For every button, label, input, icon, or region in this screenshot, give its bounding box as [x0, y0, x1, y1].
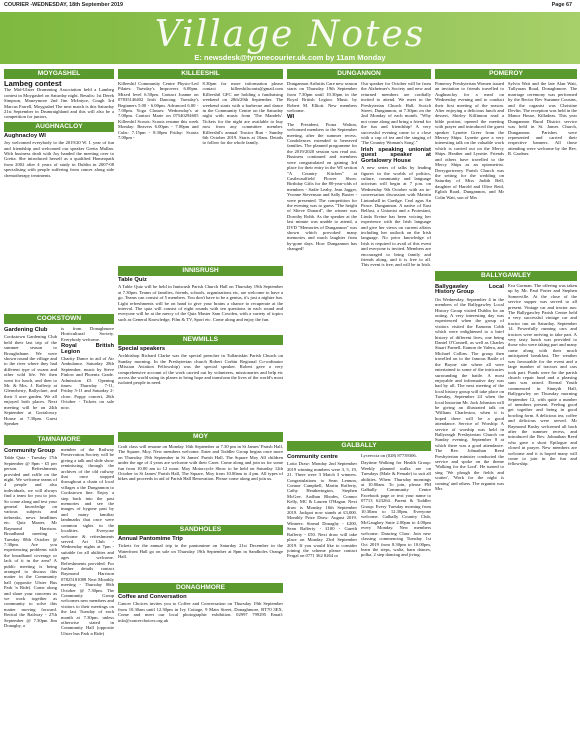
article-text: Sylvia Watt and the late Alan Watt, Tullyaran Road, Donaghmore. The marriage ceremony was performed by the Rector Rev Suzanne Cousins, and the organist was Christine Devlin. The reception was held in the Manor House, Killadeas. This year Dungannon Rural District service was held in St. James Church, Dungannon. Parishes were represented and carried their respective banners. All those attending were welcome by the Rev. R. Gardner. — [508, 81, 577, 157]
article-text: Lyceeccia on (028) 87739306. — [361, 453, 417, 458]
section-header-newmills: NEWMILLS — [118, 335, 283, 345]
article-text: Tickets for the annual trip to the pantomime on Saturday 21st December in the Waterfront Hall go on sale on Thursday 19th September at 8pm in Sandholes Orange Hall. — [118, 543, 283, 560]
column-tamnamore — [4, 434, 114, 734]
column-killeeshil — [118, 68, 283, 264]
subhead-coffee: Coffee and Conversation — [118, 594, 187, 600]
article-text: Charity Dance in aid of Air Ambulance. Saturday 28th September, music by Steve Finlow and Phoenix Grade. Admission £5. Opening times: Thursday 7-11, Friday 5-11 and Saturday 2-close. Poppy concert, 26th October - Tickets on sale now. — [61, 356, 114, 410]
column-sandholes — [118, 524, 283, 580]
article-text: Daytime Walking for Health Group: Weekly planned walks are on Tuesdays (Male & Female) to suit all abilities. When: Thursday mornings at 10.00am. To join, please PM Galbally Community Centre Facebook page or text your name to 07713 623264. Parent & Toddler Group: Every Tuesday morning from 10.30am to 12.30pm. Everyone welcome. Galbally Country Club, McGaughey Suite 2.00pm to 4.00pm every Monday. New members welcome. Dancing Class: Join new classing commencing Tuesday 1st Oct 2019 from 8.30pm to 10.00pm, learn the steps, waltz, barn dances, polka, 2 step dancing and jiving. — [361, 460, 431, 558]
column-newmills — [118, 334, 283, 429]
article-text: Lotto Draw: Monday 2nd September 2019 winning numbers were 3, 5, 19, 21. There were 3 Match 3 winners. Congratulations to Sean Lennon, Connor Campbell, Martin Rafferty, Cathy Heatherington, Stephen McGee, Aodhan Rhodes, Connor Kelly, MC & Lauren O'Hagan. Next draw is Monday 16th September 2019. Jackpot now stands at £3,000. Monthly Prize Draw: August 2019. Winners: Sinead Donaghy - £200, Sean Rafferty - £100 - Gareth Rafferty - £50. Next draw will take place on Monday 23rd September 2019. If you would like to consider joining the scheme please contact Fergal on 0771 362 8264 or — [287, 461, 357, 559]
section-header-pomeroy: POMEROY — [435, 69, 577, 79]
article-text: Archbishop Richard Clarke was the special preacher in Tullaniskin Parish Church on Sunday morning. In the Presbyterian church Robert Corbin Regional Co-ordinator (Mission Aviation Fellowship) was the special speaker. Robert gave a very comprehensive account of the work carried out by volunteers, missionaries and help etc across the world using its planes to bring hope and transform the lives of the world's most isolated people in need. — [118, 353, 283, 386]
section-header-cookstown: COOKSTOWN — [4, 314, 114, 324]
section-header-tamnamore: TAMNAMORE — [4, 435, 114, 445]
column-innisrush — [118, 265, 283, 331]
subhead-local-history: Ballygawley Local History Group — [435, 284, 504, 296]
banner-email: E: newsdesk@tyronecourier.uk.com by 11am Monday — [194, 53, 386, 62]
article-text: Pomeroy Presbyterian Women issued an invitation to friends travelled to Aughnacloy for a meal on Wednesday evening and to conduct their first meeting of the season. After enjoying a delicious lunch and dessert, Shirley Kilfinnon read a bible portion, opened the meeting with prayer and introduced the guest speaker Lynette Greer from the Mersey Ships. Lynette gave a very interesting talk on the valuable work which is carried out on the Mercy Ships. Heather and Lynette. Friends and others have travelled to the Mercy Ships as an optometrist. Derrygortreavy Parish Church was the setting for the wedding on Saturday of Miss Judith Bell, daughter of Harold and Olive Reid, Eglish Road, Dungannon, and Mr Colin Watt, son of Mrs — [435, 81, 504, 200]
article-text: Craft class will resume on Monday 16th September at 7.30 pm in St James' Parish Hall, The Square, Moy. New members welcome. Eater and Toddler Group begins once more on Thursday 19th September in St James' Parish Hall, The Square Moy All children under the age of 4 years are welcome with their Carer. Come along and join us for some fun from 10.00 am to 12 noon. Moy Motorcycle Show to be held on Saturday 12th October in St James' Parish Hall, The Square, Moy from 10.00am to 4 pm. All types of bikes and proceeds in aid of Parish Hall Renovation. Please come along and join us. — [118, 444, 283, 482]
article-text: Table Quiz - Tuesday 17th September @ 8pm - £5 per person. Refreshments provided and raffle on the night. We welcome teams of 4 people and also individuals, we will always find a team for you to join. So come along and test your general knowledge on various subjects and tiebreaks, news headlines etc. Quiz Master, Mr Raymond Harrison. Broadband meeting - Tuesday 08th October @ 7.30pm. Are you experiencing problems with the broadband coverage or lack of it in the area? A public meeting is being arranged to discuss this matter in the Community hall (opposite Ulster Bus Park 'n Ride). Come along and share your concerns as we work together as community to solve this matter moving forward. Recital the Railway - 27th September @ 7.30pm Jim Donaghy, a — [4, 455, 57, 628]
article-text: On Wednesday, September 4 in the members of the Ballygawley Local History Group visited Dublin for an outing. A very interesting day was experienced when the group of visitors visited the Eamonn Cobb which were enlightened to a brief history of different lives, one being Daniel O'Connell, as well as Charles Stuart Parnell, Eamon de Valera, and Michael Collins. The group then travelled on to the famous Battle of the Boyne site where all were entertained to some of the intricacies surrounding the battle. A most enjoyable and informative day was had by all. The next meeting of the local history group will take place on Tuesday, September 24 when the local historian Mr. Jack Johnston will be giving an illustrated talk on 'William Charleston, when it is hoped there will be a good attendance. Service of Worship: A service of worship was held in Ballyreagh Presbyterian Church on Sunday evening, September 8 at which there was a good attendance. The Rev. Johnathan Reed Presbyterian minister conducted the service and spoke on the theme 'Walking for the Lord'. He turned to sing 'We plough the fields and scatter', 'Work for the night is coming' and others. The organist was Mrs — [435, 296, 504, 492]
section-header-innisrush: INNISRUSH — [118, 266, 283, 276]
article-text: Cancer Choices invites you to Coffee and Conversation on Thursday 19th September from 10.30am until 12.30pm in Ivy Cottage, 9 Main Street, Donaghmore, BT70 3EX. Come and meet our local photographic exhibition. 02997 799295 Email: info@cancerchoices.org.uk — [118, 601, 283, 623]
section-header-galbally: GALBALLY — [287, 441, 431, 451]
column-ballygawley — [435, 270, 577, 734]
publication-date: COURIER -WEDNESDAY, 18th September 2019 — [4, 2, 124, 8]
section-header-sandholes: SANDHOLES — [118, 525, 283, 535]
article-text: The President, Fiona Walton, welcomed members to the September meeting, after the summer recess. Condolences extended to bereaved families. The planned programme for the 2019/2020 session was read out. Business continued and members were congratulated on gaining 3rd place for their entry in the WI section "A Country Kitchen" at Castlecaulfield Flower Show. Birthday Gifts for the 80-year-olds of members - Sadie Leahy, Jean Jagger, Yvonne Stevenson and Sally Baxter - were presented. The competition for the evening was to guess "The height of Slieve Donard", the winner was Dorothy Robb. As the speaker at the last minute was unable to attend, a DVD "Memories of Dungannon" was shown which provoked many memories and much laughter from by-gone days. How Dungannon has changed! — [287, 121, 357, 252]
section-header-killeeshil: KILLEESHIL — [118, 69, 283, 79]
column-cookstown — [4, 313, 114, 433]
article-text: 8.30pm for more information please contact killeeshilscouts@gmail.com Killeeshil GFC are holding a fundraising weekend on 28th/29th September. The weekend starts with a barbecue and dance in the Community Centre on the Saturday night with music from 'The Mandels'. Tickets for the night are available to buy now from any committee member. Killeeshil's annual Tractor Run - Sunday 6th October 2019. Starts at 10am. Details to follow for the whole family. — [202, 81, 283, 146]
article-text: Cookstown Gardening Club held their last trip of the summer season to Broughshane. We were shown round the village and to the river where they had different type of swans and other wild life. We then went for lunch, and then to Mr. & Mrs. J. Rafferty at Glenwherry, Ballyclare, and their 3 acre garden. We all enjoyed both places. Next meeting will be on 24th September at Gortalowry House at 7.30pm. Guest Speaker — [4, 334, 57, 426]
subhead-gardening-club: Gardening Club — [4, 327, 48, 333]
section-header-moy: MOY — [118, 432, 283, 442]
article-text: Our speaker for October will be from the Alzheimer's Society and new and returned members are cordially invited to attend. We meet in the Presbyterian Church Hall, Scotch Street, Dungannon, at 7.30pm on the 2nd Monday of each month. "Why not come along and bring a friend for the fun and friendship! A very successful evening came to a close with a cup of tea and the singing of 'The Country Woman's Song'." — [361, 81, 431, 146]
subhead-community-centre: Community centre — [287, 454, 338, 460]
article-text: The Mid-Ulster Drumming Association held a Lambeg contest in Moygashel on Saturday night. Results: 1st Derek Simpson, Moneymore 2nd Jim McIntyre, Coagh 3rd Marcus Farrell, Moygashel The next match is this Saturday 21st September in Drumraighland and this will also be a competition for juniors. — [4, 87, 114, 120]
page-number: Page 67 — [551, 2, 572, 8]
page-header-line — [0, 0, 580, 12]
column-galbally — [287, 440, 431, 734]
column-pomeroy — [435, 68, 577, 268]
article-text: is from Donaghmore Horticultural Society. Everybody welcome. — [61, 326, 114, 342]
column-moy — [118, 431, 283, 521]
subhead-community-group: Community Group — [4, 448, 55, 454]
article-text: A new series of talks by leading figures in the worlds of politics, culture, community and language activism will begin at 7 p.m. on Wednesday 9th October with an in-conversation discussion with Mairtin Lintonhall in Gaeilge. Ceol agus An Peace. Dungannon. A native of East Belfast, a Unionist and a Protestant, Linda Ervine has been voicing her experience with the Irish language and give her views on current affairs including her outlook on the Irish language. No prior knowledge of Irish is required to avail of this event and everyone is invited. Members are encouraged to bring family and friends along, and it is free to all. This event is free, and will be in Irish. — [361, 165, 431, 268]
subhead-wi: WI — [287, 114, 295, 121]
column-donaghmore — [118, 582, 283, 734]
article-text: A Table Quiz will be held in Innisrush Parish Church Hall on Thursday 19th September at 7.30pm. Teams of families, friends, schools, organisations etc, are welcome to have a go. Teams can consist of 5 members. You don't have to be a genius, it's just a nighter fun. Light refreshments will be on hand to give your brains a chance to recuperate at the interval. The quiz will consist of eight rounds with ten questions in each round and everyone will be at the mercy of the Quiz Master Sam Cowden, with a variety of topics such as General Knowledge, Film & TV, Sport etc. Come along and enjoy the fun. — [118, 284, 283, 322]
section-header-dungannon: DUNGANNON — [287, 69, 431, 79]
subhead-royal-british-legion: Royal British Legion — [61, 343, 114, 355]
village-notes-banner — [0, 12, 580, 64]
article-text: Killeeshil Community Centre Physio-Led Pilates: Tuesday's Improvers 6.00pm. Mixed level 6.50pm. Contact Joanne on 07835146402 Irish Dancing: Tuesday's Beginners 5.00 - 6.00pm. Advanced 6.00 - 7.00pm. Yoga Classes: Wednesday's at 7.00pm. Contact Marie on 07540294605 Killeeshil Scouts: Scouts resume this week Monday: Beavers 6.00pm - 7.00pm and Cubs: 7.15pm - 8.30pm Friday: Scouts 7.00pm - — [118, 81, 199, 141]
column-moygashel — [4, 68, 114, 311]
article-text: Joy welcomed everybody to the 2019/20 W. I. year of fun and friendship and welcomed our speaker Gretta Mullan. With business dealt with Joy handed the meeting over to Gretta. She introduced herself as a qualified Homeopath from 2002 after 4 years of study in Dublin in 2007-08 specialising with people suffering from cancer along side chemotherapy treatments. — [4, 140, 114, 178]
article-text: Eva Gorman. The offering was taken up by Mr. Paul Porter and Stephen Somerville. At the close of the service supper was served to all present. Vintage car and tractor run: The Ballygawley Parish Centre held a very successful vintage car and tractor run on Saturday, September 14. Powerfully running cars and tractors were arriving to take part. A very tasty lunch was provided to those who were taking part and many came along with their much anticipated breakfast. The weather was favourable for the event and a large number of tractors and cars took part. Funds were for the parish church repair fund and a pleasing sum was raised. Eternal Youth commenced in Sinnyth Hall, Ballygawley on Thursday morning September 12, with quite a number of members present. Feeling good get together and being in good bowling form. A delicious tea, coffee and delicious were served. Mr Raymond Busby welcomed all back after the summer recess, and introduced the Rev. Johnathan Reed who gave a short Epilogue and closed in prayer. New members are welcome and it is hoped many will come to join in the fun and fellowship. — [508, 283, 577, 467]
section-header-moygashel: MOYGASHEL — [4, 69, 114, 79]
subhead-irish-speaking: Irish speaking unionist guest speaker at Gortalowry House — [361, 146, 431, 164]
subhead-aughnacloy-wi: Aughnacloy WI — [4, 132, 46, 139]
article-text: Dungannon Arthritis Care new season starts on Thursday 19th September from 7.30pm until 10.30pm in the Royal British Legion. Music by Robert M. Elliott. New members welcome. — [287, 81, 357, 114]
subhead-pantomime: Annual Pantomime Trip — [118, 536, 183, 542]
column-dungannon — [287, 68, 431, 438]
section-header-ballygawley: BALLYGAWLEY — [435, 271, 577, 281]
banner-title: Village Notes — [154, 14, 426, 55]
section-header-donaghmore: DONAGHMORE — [118, 583, 283, 593]
article-text: member of the Railway Preservation Society will be giving a talk and slide show reminiscing through the archives of the old railway that once stopped throughout a chain of local villages a the Dungannon to Cookstown line. Enjoy a step back into the past memories and see the images of bygone past by and many familiar landmarks that once were common sights in the localities. Everyone welcome & refreshments served. Art Club - Wednesday nights at 7pm - suitable for all abilities and ages welcome. Refreshments provided. For further details contact Raymond Harrison 07825181088 Next Monthly meeting - Thursday 06th October @ 7.30pm. The Community Group welcomes new members and visitors to their meetings on the last Tuesday of each month at 7.30pm. unless otherwise stated in Community Hall (opposite Ulster bus Park n Ride) — [61, 447, 114, 636]
section-header-aughnacloy: AUGHNACLOY — [4, 122, 114, 132]
subhead-special-speakers: Special speakers — [118, 346, 166, 352]
subhead-lambeg: Lambeg contest — [4, 79, 62, 88]
subhead-table-quiz: Table Quiz — [118, 277, 147, 283]
